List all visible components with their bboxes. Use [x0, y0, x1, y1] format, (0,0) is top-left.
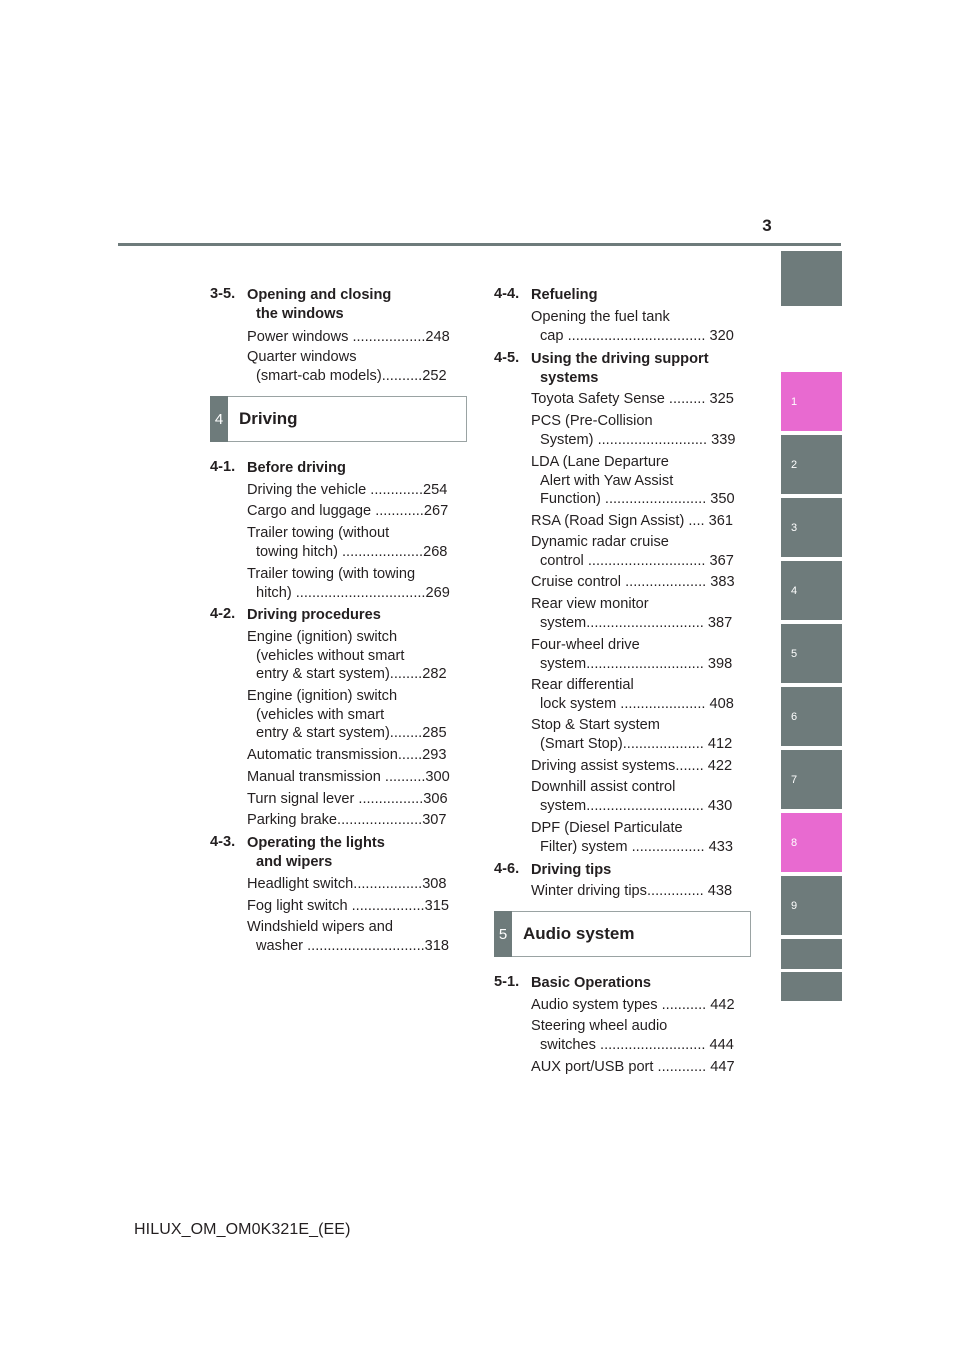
toc-windshield-wipers[interactable]: Windshield wipers and washer .............................318 — [247, 919, 450, 954]
toc-engine-switch-without-smart[interactable]: Engine (ignition) switch (vehicles without smart entry & start system)........282 — [247, 629, 447, 682]
side-tab-label: 4 — [791, 584, 798, 597]
side-tab-4[interactable] — [781, 561, 842, 620]
side-tab-9[interactable] — [781, 876, 842, 935]
section-title: Refueling — [531, 287, 598, 303]
chapter-number: 5 — [494, 911, 512, 957]
section-number: 4-1. — [210, 459, 236, 475]
toc-steering-wheel-audio-switches[interactable]: Steering wheel audio switches .......................... 444 — [531, 1018, 734, 1053]
chapter-4-driving[interactable] — [210, 396, 467, 442]
side-tab-label: 8 — [791, 836, 798, 849]
toc-lda[interactable]: LDA (Lane Departure Alert with Yaw Assist Function) ......................... 350 — [531, 454, 735, 507]
side-tab-label: 6 — [791, 710, 798, 723]
toc-dpf[interactable]: DPF (Diesel Particulate Filter) system .................. 433 — [531, 820, 734, 855]
page-number: 3 — [762, 216, 772, 235]
section-title: Driving procedures — [247, 607, 381, 623]
toc-cargo[interactable]: Cargo and luggage ............267 — [247, 503, 449, 519]
toc-four-wheel-drive[interactable]: Four-wheel drive system............................. 398 — [531, 637, 733, 672]
section-title: Opening and closing the windows — [247, 287, 392, 322]
side-tab-3[interactable] — [781, 498, 842, 557]
toc-automatic-transmission[interactable]: Automatic transmission......293 — [247, 747, 447, 763]
toc-toyota-safety-sense[interactable]: Toyota Safety Sense ......... 325 — [531, 391, 734, 407]
toc-cruise-control[interactable]: Cruise control .................... 383 — [531, 574, 735, 590]
section-title: Before driving — [247, 460, 346, 476]
section-title: Operating the lights and wipers — [247, 835, 385, 870]
side-tab-1[interactable] — [781, 372, 842, 431]
toc-audio-system-types[interactable]: Audio system types ........... 442 — [531, 997, 735, 1013]
toc-rsa[interactable]: RSA (Road Sign Assist) .... 361 — [531, 513, 733, 529]
toc-headlight-switch[interactable]: Headlight switch.................308 — [247, 876, 447, 892]
toc-quarter-windows[interactable]: Quarter windows (smart-cab models)..........252 — [247, 349, 447, 384]
toc-power-windows[interactable]: Power windows ..................248 — [247, 329, 450, 345]
toc-turn-signal[interactable]: Turn signal lever ................306 — [247, 791, 448, 807]
side-tab-label: 1 — [791, 395, 798, 408]
toc-manual-transmission[interactable]: Manual transmission ..........300 — [247, 769, 450, 785]
chapter-5-audio-system[interactable] — [494, 911, 751, 957]
toc-downhill-assist[interactable]: Downhill assist control system............................. 430 — [531, 779, 733, 814]
section-title: Using the driving support systems — [531, 351, 709, 386]
chapter-title: Driving — [239, 409, 298, 428]
toc-winter-driving-tips[interactable]: Winter driving tips.............. 438 — [531, 883, 733, 899]
side-tab-index-a[interactable] — [781, 939, 842, 969]
side-tab-2[interactable] — [781, 435, 842, 494]
section-number: 4-6. — [494, 861, 520, 877]
chapter-title: Audio system — [523, 924, 635, 943]
side-tab-label: 3 — [791, 521, 798, 534]
side-tab-label: 2 — [791, 458, 798, 471]
toc-trailer-with-hitch[interactable]: Trailer towing (with towing hitch) ................................269 — [247, 566, 450, 601]
toc-dynamic-radar-cruise[interactable]: Dynamic radar cruise control ............................. 367 — [531, 534, 734, 569]
section-title: Basic Operations — [531, 975, 652, 991]
section-number: 4-3. — [210, 834, 236, 850]
section-number: 4-5. — [494, 350, 520, 366]
side-tab-label: 7 — [791, 773, 798, 786]
side-tab-label: 5 — [791, 647, 798, 660]
side-tab-index-b[interactable] — [781, 972, 842, 1001]
toc-fog-light-switch[interactable]: Fog light switch ..................315 — [247, 898, 449, 914]
toc-pcs[interactable]: PCS (Pre-Collision System) ........................... 339 — [531, 413, 736, 448]
section-title: Driving tips — [531, 862, 612, 878]
section-number: 5-1. — [494, 974, 520, 990]
toc-driving-assist-systems[interactable]: Driving assist systems....... 422 — [531, 758, 733, 774]
side-tab-6[interactable] — [781, 687, 842, 746]
side-tab-5[interactable] — [781, 624, 842, 683]
toc-stop-start-system[interactable]: Stop & Start system (Smart Stop).................... 412 — [531, 717, 733, 752]
chapter-number: 4 — [210, 396, 228, 442]
toc-engine-switch-with-smart[interactable]: Engine (ignition) switch (vehicles with smart entry & start system)........285 — [247, 688, 447, 741]
footer-doc-code: HILUX_OM_OM0K321E_(EE) — [134, 1221, 351, 1238]
side-tab-blank-top[interactable] — [781, 251, 842, 306]
section-number: 4-2. — [210, 606, 236, 622]
section-number: 3-5. — [210, 286, 236, 302]
side-tab-label: 9 — [791, 899, 798, 912]
toc-trailer-without-hitch[interactable]: Trailer towing (without towing hitch) ....................268 — [247, 525, 448, 560]
toc-parking-brake[interactable]: Parking brake.....................307 — [247, 812, 447, 828]
side-tab-8[interactable] — [781, 813, 842, 872]
toc-rear-differential-lock[interactable]: Rear differential lock system ..................... 408 — [531, 677, 734, 712]
toc-driving-vehicle[interactable]: Driving the vehicle .............254 — [247, 482, 448, 498]
section-number: 4-4. — [494, 286, 520, 302]
side-tab-7[interactable] — [781, 750, 842, 809]
toc-fuel-tank-cap[interactable]: Opening the fuel tank cap .................................. 320 — [531, 309, 734, 344]
toc-aux-usb-port[interactable]: AUX port/USB port ............ 447 — [531, 1059, 735, 1075]
toc-rear-view-monitor[interactable]: Rear view monitor system............................. 387 — [531, 596, 733, 631]
header-rule — [118, 243, 841, 246]
